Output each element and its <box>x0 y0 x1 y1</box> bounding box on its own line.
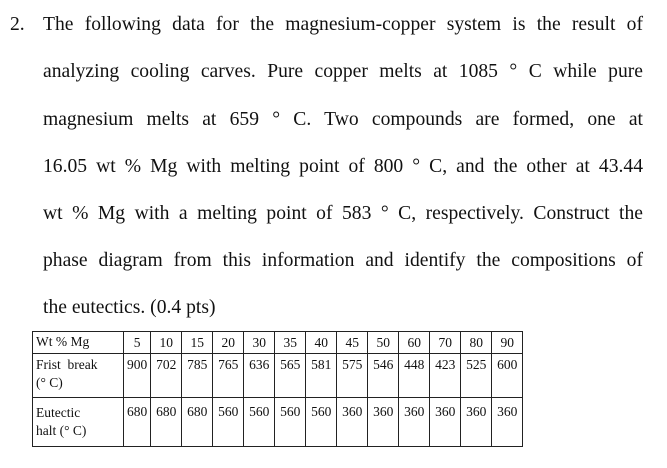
first-break-cell: 600 <box>492 354 523 398</box>
eutectic-halt-cell: 360 <box>492 398 523 447</box>
eutectic-halt-cell: 560 <box>275 398 306 447</box>
eutectic-halt-cell: 560 <box>244 398 275 447</box>
problem-number: 2. <box>10 14 25 35</box>
composition-cell: 15 <box>182 332 213 354</box>
first-break-cell: 525 <box>461 354 492 398</box>
composition-cell: 60 <box>399 332 430 354</box>
composition-cell: 90 <box>492 332 523 354</box>
problem-line-1: The following data for the magnesium-copper system is the result of <box>43 14 643 35</box>
table-row-eutectic-halt <box>33 398 523 447</box>
first-break-cell: 785 <box>182 354 213 398</box>
problem-line-2: analyzing cooling carves. Pure copper melts at 1085 ° C while pure <box>43 61 643 82</box>
eutectic-halt-cell: 560 <box>306 398 337 447</box>
first-break-cell: 581 <box>306 354 337 398</box>
composition-cell: 5 <box>124 332 151 354</box>
table-row-composition <box>33 332 523 354</box>
eutectic-label-cell <box>33 398 124 447</box>
eutectic-halt-cell: 360 <box>399 398 430 447</box>
composition-cell: 70 <box>430 332 461 354</box>
first-break-label-line-2: (° C) <box>36 375 63 390</box>
eutectic-halt-cell: 360 <box>461 398 492 447</box>
header-label-cell: Wt % Mg <box>33 332 124 354</box>
composition-cell: 10 <box>151 332 182 354</box>
eutectic-halt-cell: 360 <box>368 398 399 447</box>
composition-cell: 40 <box>306 332 337 354</box>
composition-cell: 30 <box>244 332 275 354</box>
first-break-cell: 546 <box>368 354 399 398</box>
composition-cell: 50 <box>368 332 399 354</box>
composition-cell: 45 <box>337 332 368 354</box>
first-break-label-line-1: Frist break <box>36 357 98 372</box>
first-break-cell: 575 <box>337 354 368 398</box>
eutectic-halt-cell: 560 <box>213 398 244 447</box>
eutectic-halt-cell: 680 <box>151 398 182 447</box>
problem-line-7: the eutectics. (0.4 pts) <box>43 297 216 318</box>
eutectic-halt-cell: 680 <box>124 398 151 447</box>
first-break-label-cell <box>33 354 124 398</box>
first-break-cell: 423 <box>430 354 461 398</box>
eutectic-label-line-2: halt (° C) <box>36 423 87 438</box>
composition-cell: 20 <box>213 332 244 354</box>
eutectic-halt-cell: 360 <box>337 398 368 447</box>
composition-cell: 80 <box>461 332 492 354</box>
composition-cell: 35 <box>275 332 306 354</box>
eutectic-halt-cell: 680 <box>182 398 213 447</box>
cooling-data-table <box>32 331 523 447</box>
eutectic-label-line-1: Eutectic <box>36 405 81 420</box>
table-row-first-break <box>33 354 523 398</box>
first-break-cell: 565 <box>275 354 306 398</box>
eutectic-halt-cell: 360 <box>430 398 461 447</box>
first-break-cell: 900 <box>124 354 151 398</box>
first-break-cell: 448 <box>399 354 430 398</box>
first-break-cell: 702 <box>151 354 182 398</box>
problem-line-4: 16.05 wt % Mg with melting point of 800 ° C, and the other at 43.44 <box>43 156 643 177</box>
problem-line-3: magnesium melts at 659 ° C. Two compounds are formed, one at <box>43 109 643 130</box>
problem-line-6: phase diagram from this information and identify the compositions of <box>43 250 643 271</box>
first-break-cell: 636 <box>244 354 275 398</box>
problem-line-5: wt % Mg with a melting point of 583 ° C, respectively. Construct the <box>43 203 643 224</box>
first-break-cell: 765 <box>213 354 244 398</box>
